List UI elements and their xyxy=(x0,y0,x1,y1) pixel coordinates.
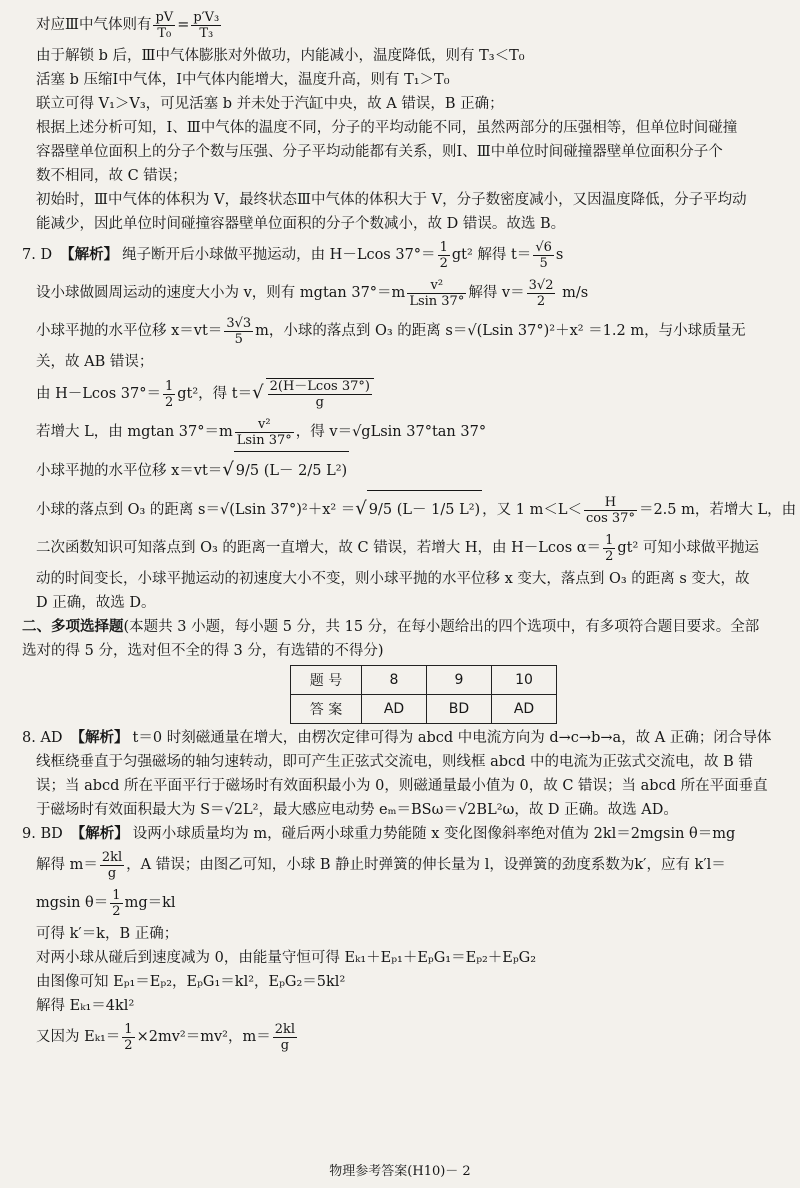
text-line: 容器壁单位面积上的分子个数与压强、分子平均动能都有关系，则Ⅰ、Ⅲ中单位时间碰撞器壁单位面积分子个 xyxy=(36,144,723,160)
text-line: 若增大 L，由 mgtan 37°＝m $\frac{\text{v²}}{Lsin 37^\circ}$ ，得 v＝√gLsin 37°tan 37° xyxy=(36,416,487,448)
text-line: 对两小球从碰后到速度减为 0，由能量守恒可得 Eₖ₁＋Eₚ₁＋EₚG₁＝Eₚ₂＋EₚG₂ xyxy=(36,950,537,966)
text-line: D 正确，故选 D。 xyxy=(36,595,156,611)
table-cell: AD xyxy=(362,695,427,724)
radical-sign: √ xyxy=(355,498,367,519)
text-line: 数不相同，故 C 错误； xyxy=(36,168,187,184)
text-line: 设小球做圆周运动的速度大小为 v，则有 mgtan 37°＝m $\frac{\text{v²}}{Lsin 37^\circ}$ 解得 v＝ $\frac{3√2}{2}$ m/s xyxy=(36,277,589,309)
fraction: $\frac{1}{2}$ xyxy=(112,887,121,919)
text-line: 于磁场时有效面积最大为 S＝√2L²，最大感应电动势 eₘ＝BSω＝√2BL²ω，故 D 正确。故选 AD。 xyxy=(36,802,678,818)
analysis-tag: 【解析】 xyxy=(60,247,119,263)
question-number: 8. AD xyxy=(22,730,63,746)
fraction: $\frac{3√2}{2}$ xyxy=(528,277,554,309)
table-cell: 答 案 xyxy=(291,695,362,724)
question-9-line: 9. BD 【解析】 设两小球质量均为 m，碰后两小球重力势能随 x 变化图像斜率绝对值为 2kl＝2mgsin θ＝mg xyxy=(22,826,736,842)
fraction: $\frac{\text{v²}}{Lsin 37^\circ}$ xyxy=(236,416,292,448)
text-line: 初始时，Ⅲ中气体的体积为 V，最终状态Ⅲ中气体的体积大于 V，分子数密度减小，又因温度降低，分子平均动 xyxy=(36,192,747,208)
fraction: $\frac{√6}{5}$ xyxy=(535,239,552,271)
fraction: $\frac{1}{2}$ xyxy=(605,532,614,564)
table-cell: AD xyxy=(492,695,557,724)
text-line: 二次函数知识可知落点到 O₃ 的距离一直增大，故 C 错误，若增大 H，由 H－Lcos α＝ $\frac{1}{2}$ gt² 可知小球做平抛运 xyxy=(36,532,759,564)
section-desc: 选对的得 5 分，选对但不全的得 3 分，有选错的不得分) xyxy=(22,643,384,659)
question-number: 7. D xyxy=(22,247,53,263)
table-cell: 题 号 xyxy=(291,666,362,695)
text-line: 活塞 b 压缩Ⅰ中气体，Ⅰ中气体内能增大，温度升高，则有 T₁＞T₀ xyxy=(36,72,450,88)
text-line: 小球平抛的水平位移 x＝vt＝ $\frac{3√3}{5}$ m，小球的落点到 O₃ 的距离 s＝√(Lsin 37°)²＋x² ＝1.2 m，与小球质量无 xyxy=(36,315,746,347)
table-cell: 8 xyxy=(362,666,427,695)
fraction: $\frac{3√3}{5}$ xyxy=(226,315,252,347)
fraction: $\frac{\text{p′V₃}}{\text{T₃}}$ xyxy=(193,9,220,41)
text-line: 小球的落点到 O₃ 的距离 s＝√(Lsin 37°)²＋x² ＝√ 9/5 (L－ 1/5 L²) ，又 1 m＜L＜ $\frac{H}{\cos 37^\circ}$ ＝2.5 m，若增大 L，由 xyxy=(22,490,778,529)
text-line: mgsin θ＝ $\frac{1}{2}$ mg＝kl xyxy=(36,887,176,919)
text-line: 能减少，因此单位时间碰撞容器壁单位面积的分子个数减小，故 D 错误。故选 B。 xyxy=(36,216,566,232)
text-line: 联立可得 V₁＞V₃，可见活塞 b 并未处于汽缸中央，故 A 错误，B 正确； xyxy=(36,96,504,112)
radical-sign: √ xyxy=(252,382,264,403)
text-line: 解得 Eₖ₁＝4kl² xyxy=(36,998,135,1014)
table-row xyxy=(291,695,557,724)
text-line: 误；当 abcd 所在平面平行于磁场时有效面积最小为 0，则磁通量最小值为 0，故 C 错误；当 abcd 所在平面垂直 xyxy=(36,778,768,794)
table-cell: BD xyxy=(427,695,492,724)
table-row xyxy=(291,666,557,695)
text-line: 可得 k′＝k，B 正确； xyxy=(36,926,179,942)
fraction: $\frac{1}{2}$ xyxy=(439,239,448,271)
text-line: 由于解锁 b 后，Ⅲ中气体膨胀对外做功，内能减小，温度降低，则有 T₃＜T₀ xyxy=(36,48,525,64)
text-line: 又因为 Eₖ₁＝ $\frac{1}{2}$ ×2mv²＝mv²，m＝ $\frac{2kl}{g}$ xyxy=(36,1021,296,1053)
question-8-line: 8. AD 【解析】 t＝0 时刻磁通量在增大，由楞次定律可得为 abcd 中电流方向为 d→c→b→a，故 A 正确；闭合导体 xyxy=(22,730,772,746)
table-cell: 9 xyxy=(427,666,492,695)
text-line: 由 H－Lcos 37°＝ $\frac{1}{2}$ gt²，得 t＝√ $\frac{2(H-Lcos 37^\circ)}{g}$ xyxy=(22,374,778,413)
fraction: $\frac{2kl}{g}$ xyxy=(274,1021,296,1053)
fraction: $\frac{H}{\cos 37^\circ}$ xyxy=(586,494,635,526)
text-line: 解得 m＝ $\frac{2kl}{g}$ ，A 错误；由图乙可知，小球 B 静止时弹簧的伸长量为 l，设弹簧的劲度系数为k′，应有 k′l＝ xyxy=(36,849,726,881)
text-line: 根据上述分析可知，Ⅰ、Ⅲ中气体的温度不同，分子的平均动能不同，虽然两部分的压强相等，但单位时间碰撞 xyxy=(36,120,738,136)
table-cell: 10 xyxy=(492,666,557,695)
fraction: $\frac{1}{2}$ xyxy=(164,378,174,410)
answer-table xyxy=(290,665,557,724)
fraction: $\frac{pV}{\text{T₀}}$ xyxy=(155,9,174,41)
radical-sign: √ xyxy=(222,459,234,480)
analysis-tag: 【解析】 xyxy=(70,730,129,746)
section-heading: 二、多项选择题(本题共 3 小题，每小题 5 分，共 15 分，在每小题给出的四个选项中，有多项符合题目要求。全部 xyxy=(22,619,760,635)
fraction: $\frac{2(H-Lcos 37^\circ)}{g}$ xyxy=(266,378,374,410)
fraction: $\frac{2kl}{g}$ xyxy=(101,849,123,881)
text-line: 由图像可知 Eₚ₁＝Eₚ₂，EₚG₁＝kl²，EₚG₂＝5kl² xyxy=(36,974,346,990)
text-line: 对应Ⅲ中气体则有 $\frac{pV}{\text{T₀}}$ = $\frac{\text{p′V₃}}{\text{T₃}}$ xyxy=(36,9,220,41)
text-line: 小球平抛的水平位移 x＝vt＝√ 9/5 (L－ 2/5 L²) xyxy=(22,451,778,490)
question-number: 9. BD xyxy=(22,826,63,842)
fraction: $\frac{1}{2}$ xyxy=(124,1021,133,1053)
text-line: 线框绕垂直于匀强磁场的轴匀速转动，即可产生正弦式交流电，则线框 abcd 中的电流为正弦式交流电，故 B 错 xyxy=(36,754,753,770)
text-line: 动的时间变长，小球平抛运动的初速度大小不变，则小球平抛的水平位移 x 变大，落点到 O₃ 的距离 s 变大，故 xyxy=(36,571,750,587)
text-line: 关，故 AB 错误； xyxy=(36,354,154,370)
question-7-line: 7. D 【解析】 绳子断开后小球做平抛运动，由 H－Lcos 37°＝ $\frac{1}{2}$ gt² 解得 t＝ $\frac{√6}{5}$ s xyxy=(22,239,564,271)
analysis-tag: 【解析】 xyxy=(70,826,129,842)
page-footer: 物理参考答案(H10)－ 2 xyxy=(329,1164,471,1179)
fraction: $\frac{\text{v²}}{Lsin 37^\circ}$ xyxy=(409,277,465,309)
